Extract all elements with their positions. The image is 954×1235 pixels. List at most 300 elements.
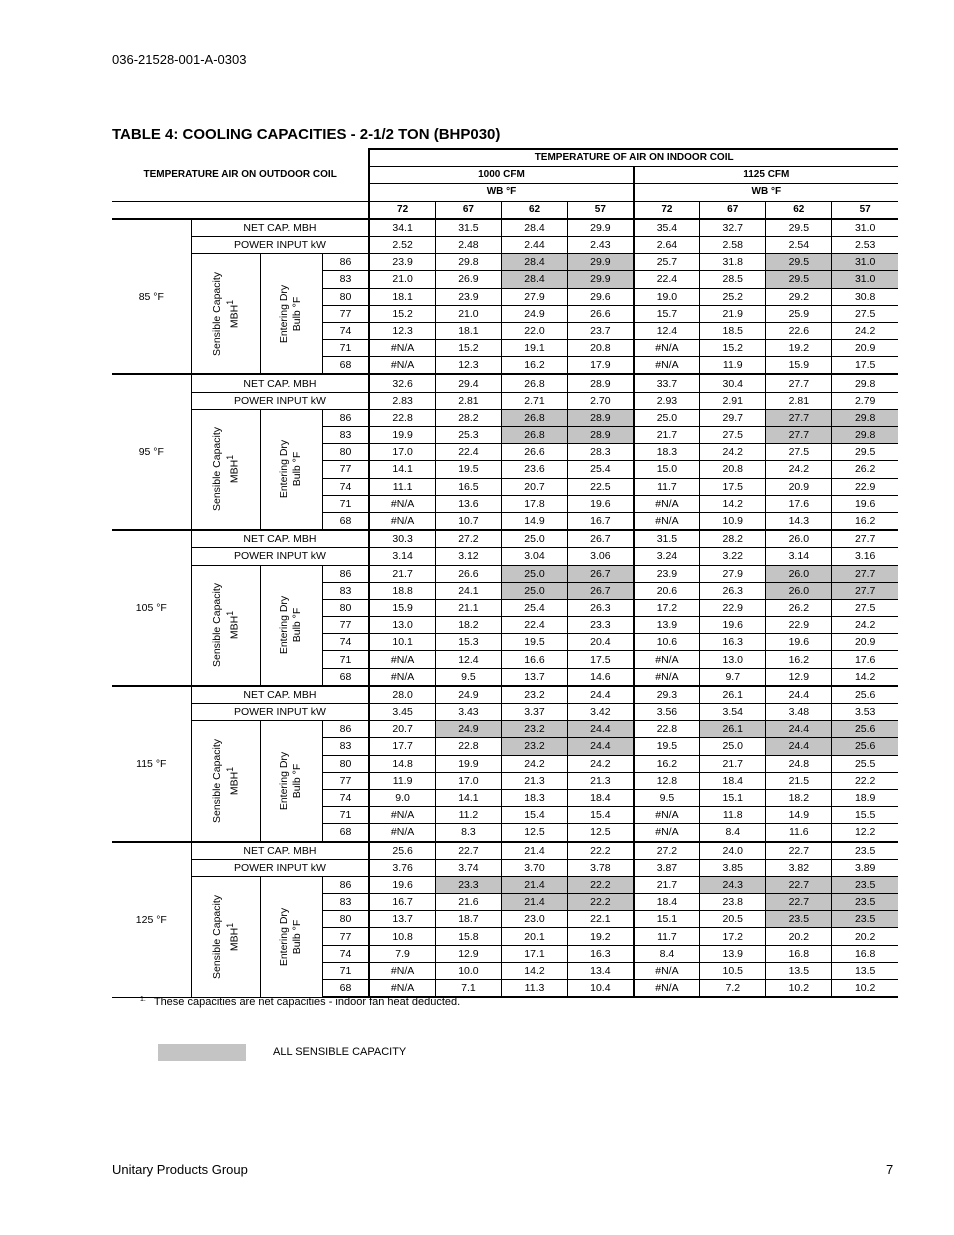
sensible-value: 19.6 — [568, 495, 634, 512]
sensible-value: 29.8 — [832, 409, 898, 426]
power-input-row — [112, 236, 898, 253]
sensible-value: 23.0 — [501, 911, 567, 928]
outdoor-temp: 125 °F — [112, 842, 191, 998]
power-input-value: 3.24 — [634, 548, 700, 565]
table-header — [112, 149, 898, 219]
sensible-value: 25.0 — [501, 582, 567, 599]
sensible-value: 26.6 — [435, 565, 501, 582]
sensible-value: 16.8 — [766, 945, 832, 962]
net-cap-value: 31.0 — [832, 219, 898, 237]
sensible-value: 15.1 — [700, 789, 766, 806]
dry-bulb-value: 74 — [322, 322, 369, 339]
sensible-value: 26.7 — [568, 565, 634, 582]
sensible-value: 12.3 — [435, 357, 501, 375]
dry-bulb-value: 71 — [322, 807, 369, 824]
sensible-capacity-text: Sensible Capacity MBH$^1$ — [210, 894, 240, 979]
outdoor-temp: 105 °F — [112, 530, 191, 686]
footer-publisher: Unitary Products Group — [112, 1162, 248, 1177]
sensible-value: 11.9 — [700, 357, 766, 375]
sensible-value: 23.9 — [369, 254, 435, 271]
sensible-value: 21.0 — [369, 271, 435, 288]
sensible-value: 28.2 — [435, 409, 501, 426]
sensible-value: #N/A — [634, 980, 700, 998]
power-input-value: 3.78 — [568, 859, 634, 876]
sensible-value: 12.8 — [634, 772, 700, 789]
sensible-value: 24.2 — [832, 322, 898, 339]
wb-value: 72 — [634, 201, 700, 219]
sensible-value: 14.2 — [501, 962, 567, 979]
net-cap-value: 27.2 — [435, 530, 501, 548]
entering-dry-bulb-text: Entering Dry Bulb °F — [278, 751, 304, 811]
entering-dry-bulb-text: Entering Dry Bulb °F — [278, 284, 304, 343]
sensible-value: 16.7 — [568, 512, 634, 530]
outdoor-temp: 115 °F — [112, 686, 191, 842]
sensible-value: 23.9 — [634, 565, 700, 582]
sensible-value: 21.7 — [369, 565, 435, 582]
sensible-value: #N/A — [634, 651, 700, 668]
sensible-value: 12.5 — [501, 824, 567, 842]
sensible-value: 14.6 — [568, 668, 634, 686]
sensible-value: 14.1 — [435, 789, 501, 806]
net-cap-value: 34.1 — [369, 219, 435, 237]
sensible-value: 16.2 — [501, 357, 567, 375]
sensible-value: 19.6 — [369, 876, 435, 893]
power-input-value: 3.06 — [568, 548, 634, 565]
sensible-value: 23.5 — [832, 876, 898, 893]
sensible-value: 13.5 — [766, 962, 832, 979]
entering-dry-bulb-text: Entering Dry Bulb °F — [278, 440, 304, 499]
sensible-value: 12.2 — [832, 824, 898, 842]
sensible-value: #N/A — [634, 824, 700, 842]
power-input-row — [112, 859, 898, 876]
sensible-value: 17.1 — [501, 945, 567, 962]
sensible-value: 19.5 — [435, 461, 501, 478]
sensible-value: 13.5 — [832, 962, 898, 979]
sensible-value: 24.9 — [501, 305, 567, 322]
power-input-value: 2.64 — [634, 236, 700, 253]
power-input-value: 3.54 — [700, 704, 766, 721]
outdoor-temp: 85 °F — [112, 219, 191, 375]
sensible-value: 29.5 — [766, 271, 832, 288]
sensible-value: 18.9 — [832, 789, 898, 806]
net-cap-value: 23.2 — [501, 686, 567, 704]
power-input-row — [112, 392, 898, 409]
sensible-value: 21.1 — [435, 599, 501, 616]
sensible-value: 8.4 — [634, 945, 700, 962]
sensible-value: 27.7 — [832, 582, 898, 599]
sensible-value: 20.2 — [832, 928, 898, 945]
sensible-value: 14.3 — [766, 512, 832, 530]
sensible-value: 25.0 — [501, 565, 567, 582]
sensible-value: 15.8 — [435, 928, 501, 945]
dry-bulb-value: 77 — [322, 305, 369, 322]
sensible-value: 20.1 — [501, 928, 567, 945]
sensible-value: 24.3 — [700, 876, 766, 893]
net-cap-value: 28.2 — [700, 530, 766, 548]
power-input-value: 2.44 — [501, 236, 567, 253]
sensible-value: 10.2 — [832, 980, 898, 998]
sensible-value: 23.2 — [501, 738, 567, 755]
dry-bulb-value: 86 — [322, 876, 369, 893]
sensible-value: 11.2 — [435, 807, 501, 824]
sensible-value: 25.6 — [832, 721, 898, 738]
sensible-value: 13.9 — [634, 617, 700, 634]
dry-bulb-value: 68 — [322, 824, 369, 842]
sensible-value: 21.3 — [501, 772, 567, 789]
sensible-value: 17.5 — [832, 357, 898, 375]
sensible-value: 21.4 — [501, 894, 567, 911]
sensible-value: 18.5 — [700, 322, 766, 339]
sensible-value: 11.7 — [634, 478, 700, 495]
sensible-value: #N/A — [369, 980, 435, 998]
power-input-value: 2.52 — [369, 236, 435, 253]
sensible-value: 17.6 — [766, 495, 832, 512]
wb-value: 57 — [832, 201, 898, 219]
net-capacity-row — [112, 842, 898, 860]
sensible-value: 18.2 — [435, 617, 501, 634]
wb-value: 62 — [501, 201, 567, 219]
sensible-value: 15.3 — [435, 634, 501, 651]
sensible-value: 9.5 — [634, 789, 700, 806]
sensible-value: #N/A — [369, 512, 435, 530]
dry-bulb-value: 74 — [322, 634, 369, 651]
sensible-value: 7.2 — [700, 980, 766, 998]
net-cap-value: 29.8 — [832, 374, 898, 392]
sensible-value: 25.5 — [832, 755, 898, 772]
sensible-value: 23.9 — [435, 288, 501, 305]
sensible-value: 15.2 — [369, 305, 435, 322]
sensible-value: #N/A — [369, 668, 435, 686]
sensible-value: 13.7 — [501, 668, 567, 686]
sensible-value: 23.5 — [832, 911, 898, 928]
sensible-capacity-text: Sensible Capacity MBH$^1$ — [210, 271, 240, 356]
sensible-value: 22.8 — [435, 738, 501, 755]
sensible-value: 22.4 — [501, 617, 567, 634]
sensible-value: 15.4 — [568, 807, 634, 824]
sensible-value: 20.7 — [369, 721, 435, 738]
footnote-text: These capacities are net capacities - indoor fan heat deducted. — [153, 996, 461, 1008]
sensible-value: #N/A — [369, 340, 435, 357]
sensible-value: 10.4 — [568, 980, 634, 998]
sensible-value: 23.2 — [501, 721, 567, 738]
dry-bulb-value: 71 — [322, 651, 369, 668]
sensible-value: 12.4 — [435, 651, 501, 668]
sensible-value: #N/A — [634, 357, 700, 375]
sensible-value: 21.5 — [766, 772, 832, 789]
sensible-value: 22.2 — [568, 894, 634, 911]
sensible-value: 18.3 — [501, 789, 567, 806]
sensible-value: 19.5 — [634, 738, 700, 755]
cfm-header: 1000 CFM — [369, 167, 633, 184]
sensible-value: 15.5 — [832, 807, 898, 824]
sensible-value: 30.8 — [832, 288, 898, 305]
sensible-value: 16.5 — [435, 478, 501, 495]
sensible-value: 20.9 — [832, 340, 898, 357]
sensible-value: 16.3 — [700, 634, 766, 651]
sensible-value: 26.2 — [766, 599, 832, 616]
sensible-value: 29.9 — [568, 254, 634, 271]
sensible-value: 15.2 — [435, 340, 501, 357]
net-cap-label: NET CAP. MBH — [191, 842, 369, 860]
sensible-value: #N/A — [369, 824, 435, 842]
sensible-value: 26.8 — [501, 427, 567, 444]
cfm-header: 1125 CFM — [634, 167, 898, 184]
sensible-value: 22.5 — [568, 478, 634, 495]
sensible-value: 23.5 — [832, 894, 898, 911]
dry-bulb-value: 77 — [322, 461, 369, 478]
sensible-value: 24.4 — [766, 738, 832, 755]
legend-swatch — [158, 1044, 246, 1061]
power-input-value: 3.87 — [634, 859, 700, 876]
sensible-value: 23.3 — [435, 876, 501, 893]
sensible-row — [112, 876, 898, 893]
power-input-value: 2.83 — [369, 392, 435, 409]
table-body — [112, 219, 898, 997]
sensible-value: 21.4 — [501, 876, 567, 893]
net-capacity-row — [112, 219, 898, 237]
entering-dry-bulb-text: Entering Dry Bulb °F — [278, 595, 304, 655]
sensible-value: 22.8 — [369, 409, 435, 426]
sensible-value: 13.7 — [369, 911, 435, 928]
dry-bulb-value: 86 — [322, 254, 369, 271]
legend-label: ALL SENSIBLE CAPACITY — [273, 1046, 407, 1058]
power-input-value: 3.45 — [369, 704, 435, 721]
sensible-value: #N/A — [369, 651, 435, 668]
sensible-value: 29.2 — [766, 288, 832, 305]
sensible-value: #N/A — [369, 807, 435, 824]
power-input-value: 3.04 — [501, 548, 567, 565]
sensible-value: 18.4 — [568, 789, 634, 806]
net-cap-value: 22.2 — [568, 842, 634, 860]
sensible-value: 18.4 — [634, 894, 700, 911]
sensible-value: 18.2 — [766, 789, 832, 806]
sensible-value: 23.5 — [766, 911, 832, 928]
sensible-value: 25.3 — [435, 427, 501, 444]
sensible-value: 13.4 — [568, 962, 634, 979]
power-input-label: POWER INPUT kW — [191, 859, 369, 876]
sensible-value: 29.5 — [766, 254, 832, 271]
net-cap-value: 24.4 — [766, 686, 832, 704]
sensible-value: 18.1 — [369, 288, 435, 305]
dry-bulb-value: 80 — [322, 444, 369, 461]
net-cap-value: 32.6 — [369, 374, 435, 392]
sensible-value: 22.0 — [501, 322, 567, 339]
sensible-value: #N/A — [369, 495, 435, 512]
dry-bulb-value: 77 — [322, 928, 369, 945]
power-input-label: POWER INPUT kW — [191, 392, 369, 409]
dry-bulb-value: 77 — [322, 617, 369, 634]
dry-bulb-value: 74 — [322, 789, 369, 806]
sensible-value: 26.1 — [700, 721, 766, 738]
sensible-value: 25.0 — [700, 738, 766, 755]
sensible-value: 19.6 — [832, 495, 898, 512]
net-cap-value: 32.7 — [700, 219, 766, 237]
sensible-value: 15.9 — [766, 357, 832, 375]
sensible-value: 16.2 — [766, 651, 832, 668]
sensible-value: 26.7 — [568, 582, 634, 599]
sensible-value: 29.8 — [435, 254, 501, 271]
sensible-value: 26.2 — [832, 461, 898, 478]
sensible-value: 24.4 — [568, 738, 634, 755]
sensible-value: 31.0 — [832, 271, 898, 288]
sensible-value: 22.2 — [832, 772, 898, 789]
wb-value: 57 — [568, 201, 634, 219]
wb-header: WB °F — [369, 184, 633, 201]
sensible-value: 21.6 — [435, 894, 501, 911]
sensible-value: 8.4 — [700, 824, 766, 842]
sensible-value: 24.4 — [568, 721, 634, 738]
sensible-value: 25.0 — [634, 409, 700, 426]
sensible-row — [112, 254, 898, 271]
dry-bulb-value: 68 — [322, 512, 369, 530]
sensible-value: 21.3 — [568, 772, 634, 789]
sensible-value: 17.0 — [369, 444, 435, 461]
sensible-value: 20.9 — [832, 634, 898, 651]
net-cap-value: 29.3 — [634, 686, 700, 704]
sensible-value: 8.3 — [435, 824, 501, 842]
sensible-value: 27.7 — [766, 409, 832, 426]
sensible-value: 19.2 — [766, 340, 832, 357]
wb-header: WB °F — [634, 184, 898, 201]
sensible-value: 16.2 — [634, 755, 700, 772]
dry-bulb-value: 83 — [322, 738, 369, 755]
entering-dry-bulb-label — [260, 876, 322, 997]
sensible-value: 19.1 — [501, 340, 567, 357]
sensible-value: 26.6 — [568, 305, 634, 322]
wb-value: 62 — [766, 201, 832, 219]
sensible-value: #N/A — [634, 668, 700, 686]
sensible-value: 29.9 — [568, 271, 634, 288]
sensible-value: 18.7 — [435, 911, 501, 928]
sensible-value: 20.5 — [700, 911, 766, 928]
sensible-value: 11.1 — [369, 478, 435, 495]
sensible-value: 16.3 — [568, 945, 634, 962]
power-input-value: 2.54 — [766, 236, 832, 253]
sensible-value: 14.9 — [766, 807, 832, 824]
sensible-value: 16.7 — [369, 894, 435, 911]
sensible-value: 12.9 — [435, 945, 501, 962]
sensible-value: 20.8 — [568, 340, 634, 357]
power-input-row — [112, 704, 898, 721]
sensible-value: 27.5 — [700, 427, 766, 444]
sensible-value: 19.5 — [501, 634, 567, 651]
net-cap-value: 22.7 — [435, 842, 501, 860]
net-cap-value: 25.0 — [501, 530, 567, 548]
sensible-capacity-text: Sensible Capacity MBH$^1$ — [210, 583, 240, 668]
sensible-capacity-label — [191, 565, 260, 686]
entering-dry-bulb-label — [260, 254, 322, 375]
sensible-value: 19.9 — [435, 755, 501, 772]
sensible-value: 10.2 — [766, 980, 832, 998]
footnote-mark: 1. — [140, 996, 146, 1003]
wb-value: 67 — [700, 201, 766, 219]
power-input-value: 3.70 — [501, 859, 567, 876]
net-cap-value: 29.4 — [435, 374, 501, 392]
sensible-value: 28.4 — [501, 271, 567, 288]
sensible-value: 11.8 — [700, 807, 766, 824]
net-cap-value: 24.0 — [700, 842, 766, 860]
sensible-value: 12.9 — [766, 668, 832, 686]
sensible-value: 22.1 — [568, 911, 634, 928]
power-input-value: 2.93 — [634, 392, 700, 409]
net-cap-value: 27.7 — [766, 374, 832, 392]
sensible-value: 28.9 — [568, 409, 634, 426]
sensible-value: 12.5 — [568, 824, 634, 842]
sensible-value: 17.7 — [369, 738, 435, 755]
power-input-label: POWER INPUT kW — [191, 236, 369, 253]
sensible-value: 18.8 — [369, 582, 435, 599]
power-input-label: POWER INPUT kW — [191, 704, 369, 721]
net-cap-label: NET CAP. MBH — [191, 686, 369, 704]
sensible-capacity-label — [191, 254, 260, 375]
sensible-value: 21.7 — [700, 755, 766, 772]
sensible-value: 29.8 — [832, 427, 898, 444]
sensible-value: 27.5 — [832, 599, 898, 616]
sensible-value: 18.3 — [634, 444, 700, 461]
sensible-value: 20.7 — [501, 478, 567, 495]
sensible-value: 10.6 — [634, 634, 700, 651]
sensible-value: 24.2 — [766, 461, 832, 478]
sensible-capacity-label — [191, 721, 260, 842]
net-cap-value: 26.0 — [766, 530, 832, 548]
sensible-value: 10.1 — [369, 634, 435, 651]
net-cap-value: 22.7 — [766, 842, 832, 860]
power-input-value: 3.76 — [369, 859, 435, 876]
dry-bulb-value: 68 — [322, 980, 369, 998]
net-cap-value: 35.4 — [634, 219, 700, 237]
sensible-value: 14.9 — [501, 512, 567, 530]
sensible-value: 24.8 — [766, 755, 832, 772]
sensible-value: #N/A — [369, 357, 435, 375]
dry-bulb-value: 80 — [322, 755, 369, 772]
sensible-value: 13.6 — [435, 495, 501, 512]
net-cap-value: 27.2 — [634, 842, 700, 860]
net-cap-label: NET CAP. MBH — [191, 374, 369, 392]
dry-bulb-value: 71 — [322, 495, 369, 512]
sensible-value: 14.1 — [369, 461, 435, 478]
net-capacity-row — [112, 530, 898, 548]
sensible-value: 10.9 — [700, 512, 766, 530]
sensible-value: 7.9 — [369, 945, 435, 962]
dry-bulb-value: 80 — [322, 288, 369, 305]
power-input-value: 3.43 — [435, 704, 501, 721]
sensible-value: 20.4 — [568, 634, 634, 651]
power-input-value: 2.43 — [568, 236, 634, 253]
dry-bulb-value: 71 — [322, 340, 369, 357]
sensible-value: 25.6 — [832, 738, 898, 755]
header-spacer — [112, 201, 369, 219]
net-cap-value: 26.8 — [501, 374, 567, 392]
sensible-value: 26.3 — [700, 582, 766, 599]
sensible-value: 16.8 — [832, 945, 898, 962]
sensible-capacity-text: Sensible Capacity MBH$^1$ — [210, 427, 240, 512]
sensible-value: 26.8 — [501, 409, 567, 426]
sensible-value: 22.7 — [766, 894, 832, 911]
sensible-value: 22.2 — [568, 876, 634, 893]
power-input-value: 3.42 — [568, 704, 634, 721]
sensible-value: 22.6 — [766, 322, 832, 339]
power-input-value: 2.58 — [700, 236, 766, 253]
sensible-value: 19.6 — [700, 617, 766, 634]
sensible-value: 24.2 — [700, 444, 766, 461]
sensible-value: 26.0 — [766, 582, 832, 599]
sensible-value: 12.4 — [634, 322, 700, 339]
outdoor-temp: 95 °F — [112, 374, 191, 530]
sensible-value: 9.5 — [435, 668, 501, 686]
sensible-value: 27.5 — [766, 444, 832, 461]
sensible-value: 22.9 — [832, 478, 898, 495]
net-capacity-row — [112, 374, 898, 392]
